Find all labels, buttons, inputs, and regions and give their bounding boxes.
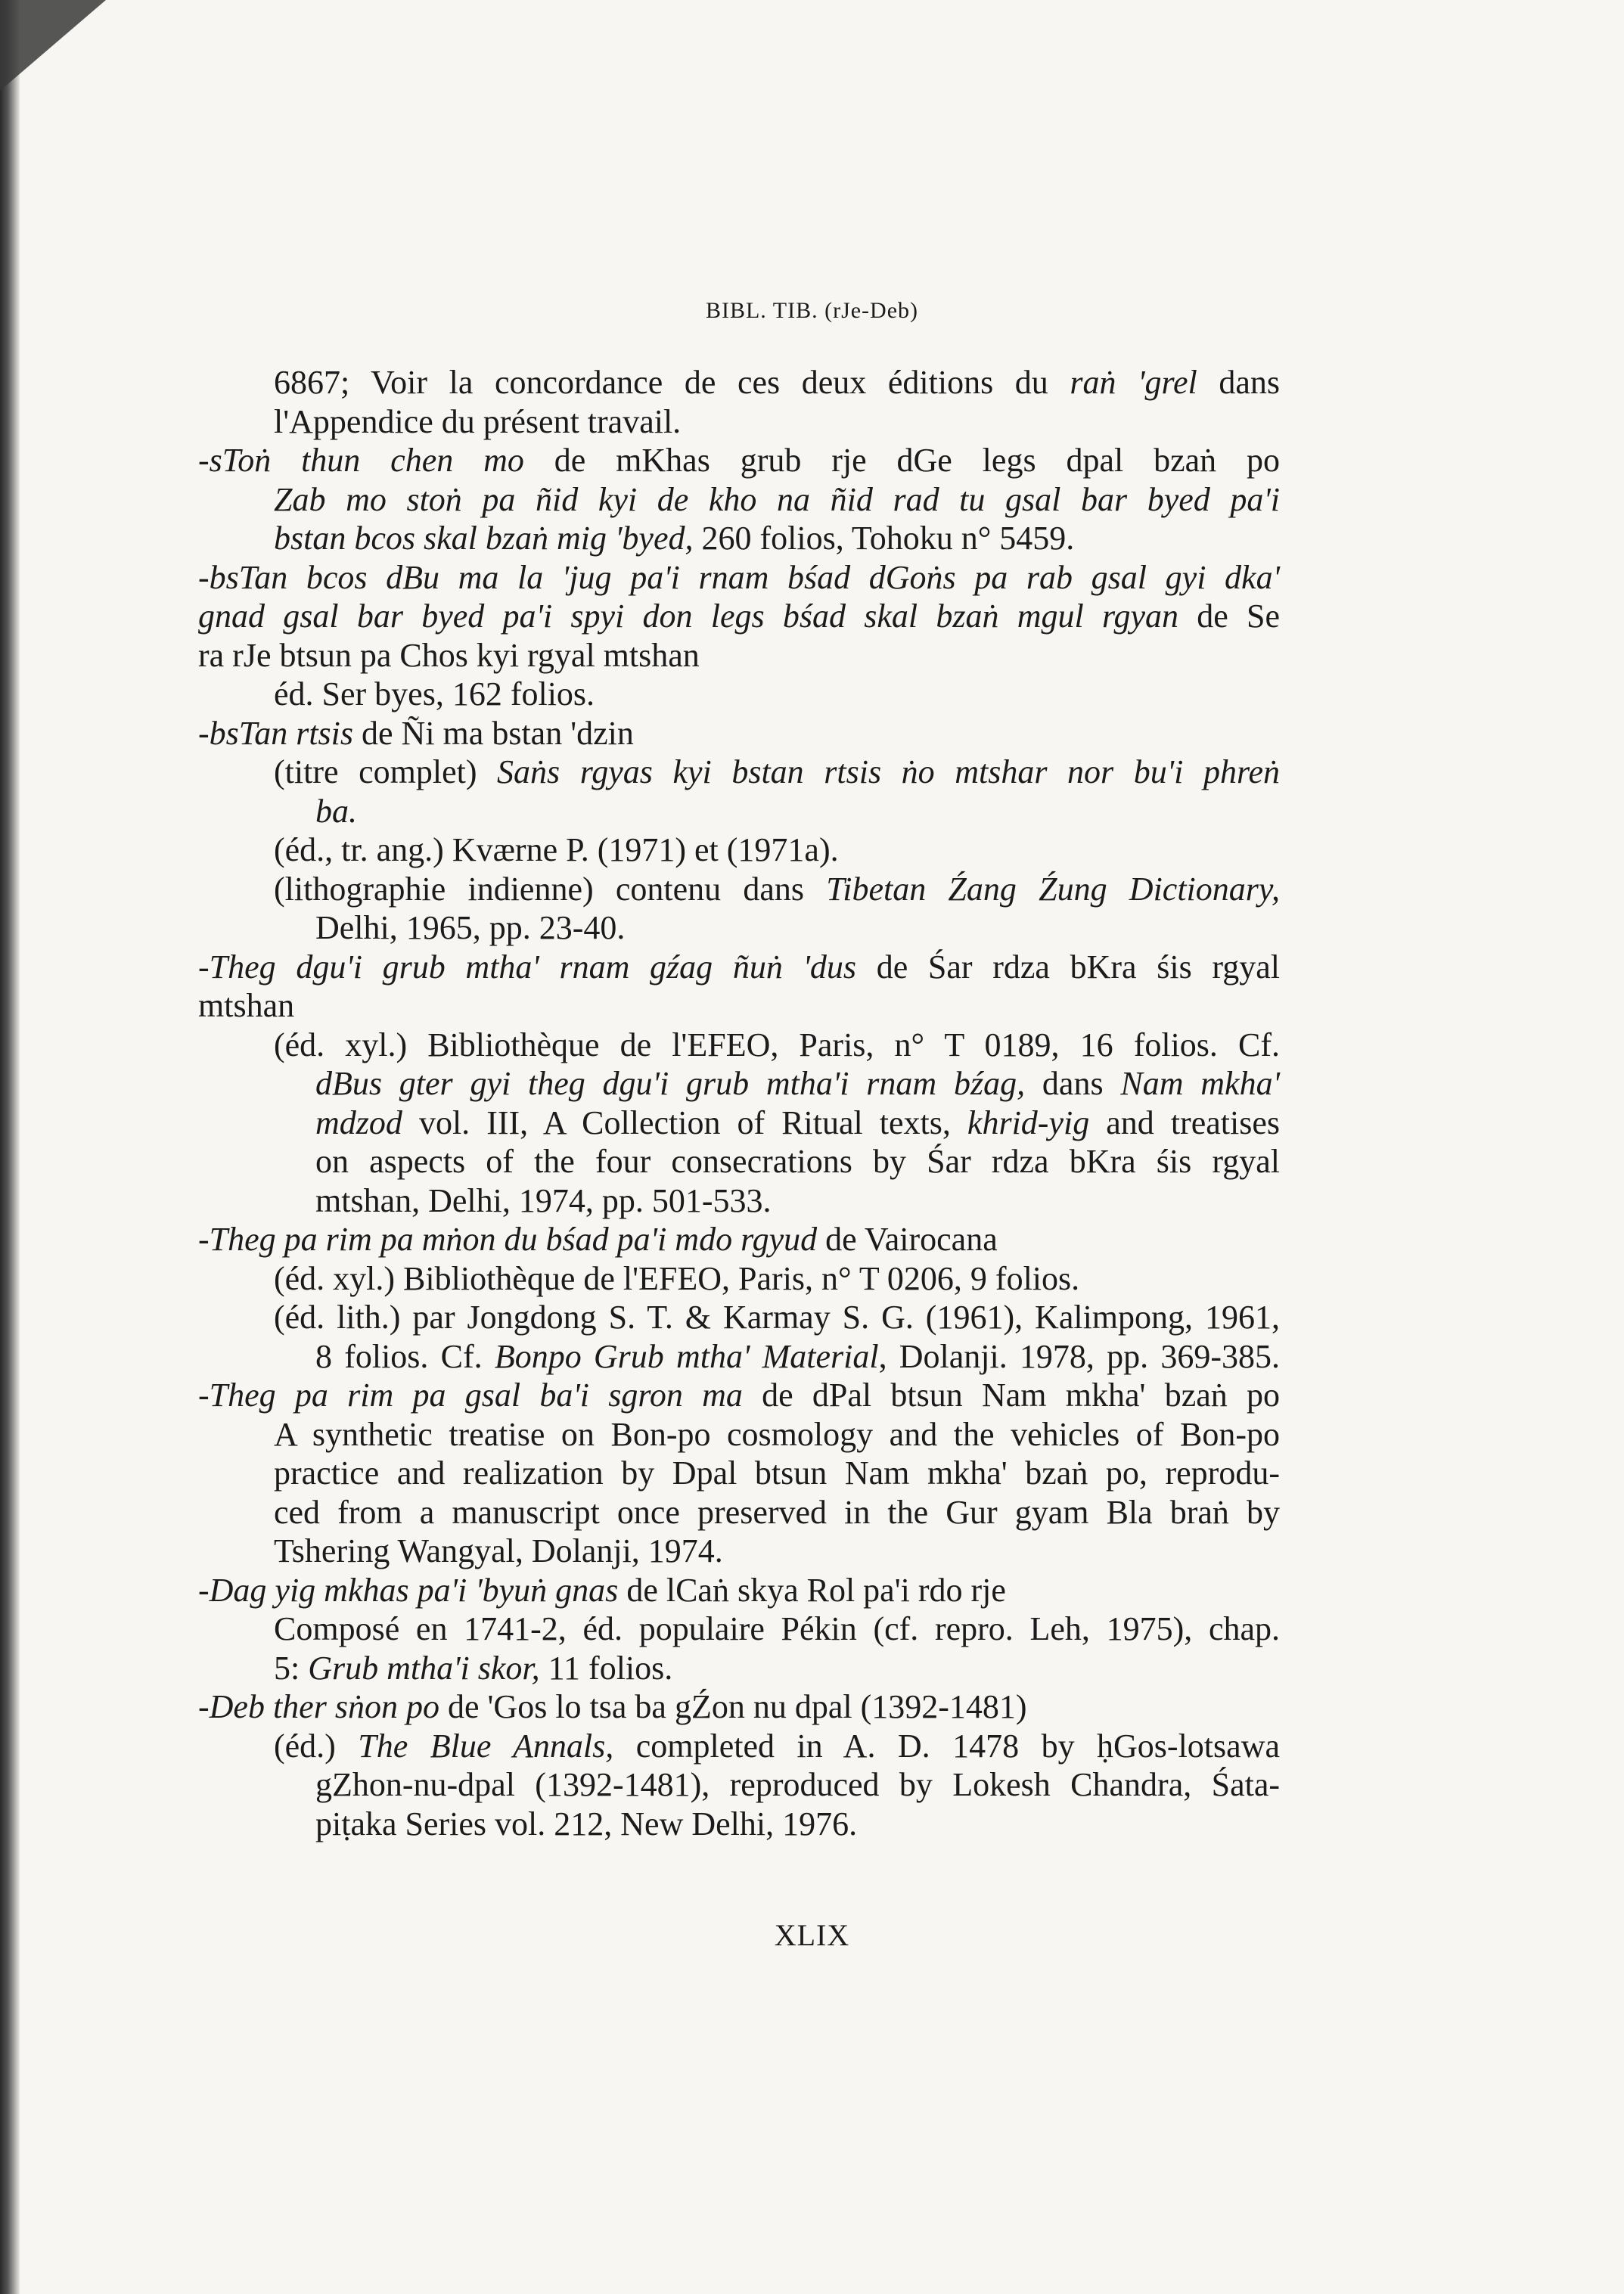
- title-italic: khrid-yig: [967, 1104, 1090, 1141]
- text-line: [198, 1064, 1280, 1104]
- title-italic: Bonpo Grub mtha' Material: [494, 1337, 879, 1375]
- text-run: de Ñi ma bstan 'dzin: [353, 714, 634, 752]
- text-line: [198, 870, 1280, 909]
- title-italic: -sToṅ thun chen mo: [198, 442, 524, 479]
- text-line: [198, 519, 1280, 558]
- title-italic: raṅ 'grel: [1070, 364, 1197, 401]
- title-italic: gnad gsal bar byed pa'i spyi don legs bśad skal bzaṅ mgul rgyan: [198, 598, 1178, 635]
- title-italic: Tibetan Źang Źung Dictionary,: [826, 870, 1280, 908]
- text-line: [198, 675, 1280, 714]
- text-line: [198, 1649, 1280, 1688]
- text-line: [198, 1259, 1280, 1299]
- text-line: [198, 480, 1280, 520]
- title-italic: Zab mo stoṅ pa ñid kyi de kho na ñid rad tu gsal bar byed pa'i: [274, 480, 1280, 518]
- text-run: Composé en 1741-2, éd. populaire Pékin (cf. repro. Leh, 1975), chap.: [274, 1610, 1280, 1647]
- text-run: (éd.): [274, 1727, 359, 1765]
- text-run: (éd., tr. ang.) Kværne P. (1971) et (1971a).: [274, 831, 839, 868]
- title-italic: Nam mkha': [1120, 1065, 1280, 1102]
- title-italic: -Theg dgu'i grub mtha' rnam gźag ñuṅ 'dus: [198, 948, 857, 986]
- text-run: dans: [1197, 364, 1280, 401]
- text-line: [198, 1493, 1280, 1532]
- text-run: (éd. xyl.) Bibliothèque de l'EFEO, Paris, n° T 0189, 16 folios. Cf.: [274, 1026, 1280, 1063]
- text-run: de Śar rdza bKra śis rgyal: [856, 948, 1281, 986]
- text-run: 5:: [274, 1649, 309, 1687]
- text-run: practice and realization by Dpal btsun Nam mkha' bzaṅ po, reprodu-: [274, 1454, 1280, 1492]
- text-line: [198, 1104, 1280, 1143]
- text-run: de dPal btsun Nam mkha' bzaṅ po: [742, 1377, 1280, 1414]
- text-run: completed in A. D. 1478 by ḥGos-lotsawa: [613, 1727, 1280, 1765]
- text-line: [198, 948, 1280, 987]
- text-line: [198, 714, 1280, 753]
- text-line: [198, 597, 1280, 636]
- title-italic: -Dag yig mkhas pa'i 'byuṅ gnas: [198, 1571, 619, 1609]
- text-run: gZhon-nu-dpal (1392-1481), reproduced by Lokesh Chandra, Śata-: [315, 1766, 1280, 1803]
- text-line: [198, 908, 1280, 948]
- bibliography-body: [198, 363, 1280, 1843]
- title-italic: mdzod: [315, 1104, 402, 1141]
- text-run: de Se: [1178, 598, 1281, 635]
- text-line: [198, 1415, 1280, 1454]
- title-italic: bstan bcos skal bzaṅ mig 'byed,: [274, 520, 694, 557]
- text-run: (éd. lith.) par Jongdong S. T. & Karmay S. G. (1961), Kalimpong, 1961,: [274, 1299, 1280, 1336]
- text-line: [198, 558, 1280, 598]
- text-run: A synthetic treatise on Bon-po cosmology and the vehicles of Bon-po: [274, 1415, 1280, 1453]
- text-run: Delhi, 1965, pp. 23-40.: [315, 909, 626, 946]
- text-run: l'Appendice du présent travail.: [274, 402, 682, 440]
- text-line: [198, 1571, 1280, 1610]
- text-run: , Dolanji. 1978, pp. 369-385.: [878, 1337, 1280, 1375]
- text-line: [198, 1687, 1280, 1727]
- text-run: Tshering Wangyal, Dolanji, 1974.: [274, 1532, 723, 1569]
- title-italic: -Deb ther sṅon po: [198, 1688, 439, 1725]
- text-line: [198, 792, 1280, 831]
- text-line: [198, 830, 1280, 870]
- text-line: [198, 1220, 1280, 1259]
- text-run: mtshan: [198, 987, 295, 1024]
- text-run: 11 folios.: [539, 1649, 673, 1687]
- text-run: (lithographie indienne) contenu dans: [274, 870, 827, 908]
- text-line: [198, 1727, 1280, 1766]
- text-line: [198, 1181, 1280, 1221]
- text-line: [198, 1376, 1280, 1415]
- page-number: XLIX: [774, 1918, 850, 1952]
- text-line: [198, 1142, 1280, 1181]
- text-line: [198, 1765, 1280, 1805]
- text-run: mtshan, Delhi, 1974, pp. 501-533.: [315, 1181, 772, 1219]
- text-line: [198, 986, 1280, 1026]
- title-italic: -Theg pa rim pa gsal ba'i sgron ma: [198, 1377, 743, 1414]
- text-line: [198, 363, 1280, 402]
- title-italic: ba.: [315, 792, 357, 830]
- text-line: [198, 1610, 1280, 1649]
- text-run: de lCaṅ skya Rol pa'i rdo rje: [618, 1571, 1006, 1609]
- text-line: [198, 1805, 1280, 1844]
- text-run: 8 folios. Cf.: [315, 1337, 495, 1375]
- text-line: [198, 636, 1280, 675]
- text-run: de Vairocana: [817, 1221, 998, 1258]
- text-run: piṭaka Series vol. 212, New Delhi, 1976.: [315, 1805, 858, 1842]
- title-italic: Saṅs rgyas kyi bstan rtsis ṅo mtshar nor bu'i phreṅ: [497, 753, 1280, 790]
- text-run: de mKhas grub rje dGe legs dpal bzaṅ po: [523, 442, 1280, 479]
- text-line: [198, 441, 1280, 480]
- title-italic: -bsTan bcos dBu ma la 'jug pa'i rnam bśad dGoṅs pa rab gsal gyi dka': [198, 558, 1280, 596]
- text-run: ced from a manuscript once preserved in the Gur gyam Bla braṅ by: [274, 1493, 1280, 1531]
- title-italic: Grub mtha'i skor,: [308, 1649, 540, 1687]
- text-line: [198, 1454, 1280, 1493]
- text-run: (titre complet): [274, 753, 498, 790]
- text-run: 6867; Voir la concordance de ces deux éditions du: [274, 364, 1070, 401]
- text-run: de 'Gos lo tsa ba gŹon nu dpal (1392-1481): [439, 1688, 1027, 1725]
- text-run: on aspects of the four consecrations by Śar rdza bKra śis rgyal: [315, 1143, 1280, 1180]
- title-italic: -bsTan rtsis: [198, 714, 354, 752]
- text-line: [198, 1532, 1280, 1571]
- text-line: [198, 1337, 1280, 1377]
- text-run: ra rJe btsun pa Chos kyi rgyal mtshan: [198, 636, 700, 674]
- text-run: dans: [1025, 1065, 1121, 1102]
- running-head: BIBL. TIB. (rJe-Deb): [705, 298, 919, 323]
- title-italic: -Theg pa rim pa mṅon du bśad pa'i mdo rgyud: [198, 1221, 818, 1258]
- text-run: and treatises: [1089, 1104, 1280, 1141]
- title-italic: dBus gter gyi theg dgu'i grub mtha'i rnam bźag,: [315, 1065, 1026, 1102]
- text-line: [198, 753, 1280, 792]
- text-line: [198, 1026, 1280, 1065]
- text-run: éd. Ser byes, 162 folios.: [274, 675, 595, 712]
- text-run: vol. III, A Collection of Ritual texts,: [402, 1104, 967, 1141]
- text-run: (éd. xyl.) Bibliothèque de l'EFEO, Paris, n° T 0206, 9 folios.: [274, 1259, 1080, 1297]
- title-italic: The Blue Annals,: [358, 1727, 614, 1765]
- text-line: [198, 1298, 1280, 1337]
- text-line: [198, 402, 1280, 442]
- text-run: 260 folios, Tohoku n° 5459.: [693, 520, 1075, 557]
